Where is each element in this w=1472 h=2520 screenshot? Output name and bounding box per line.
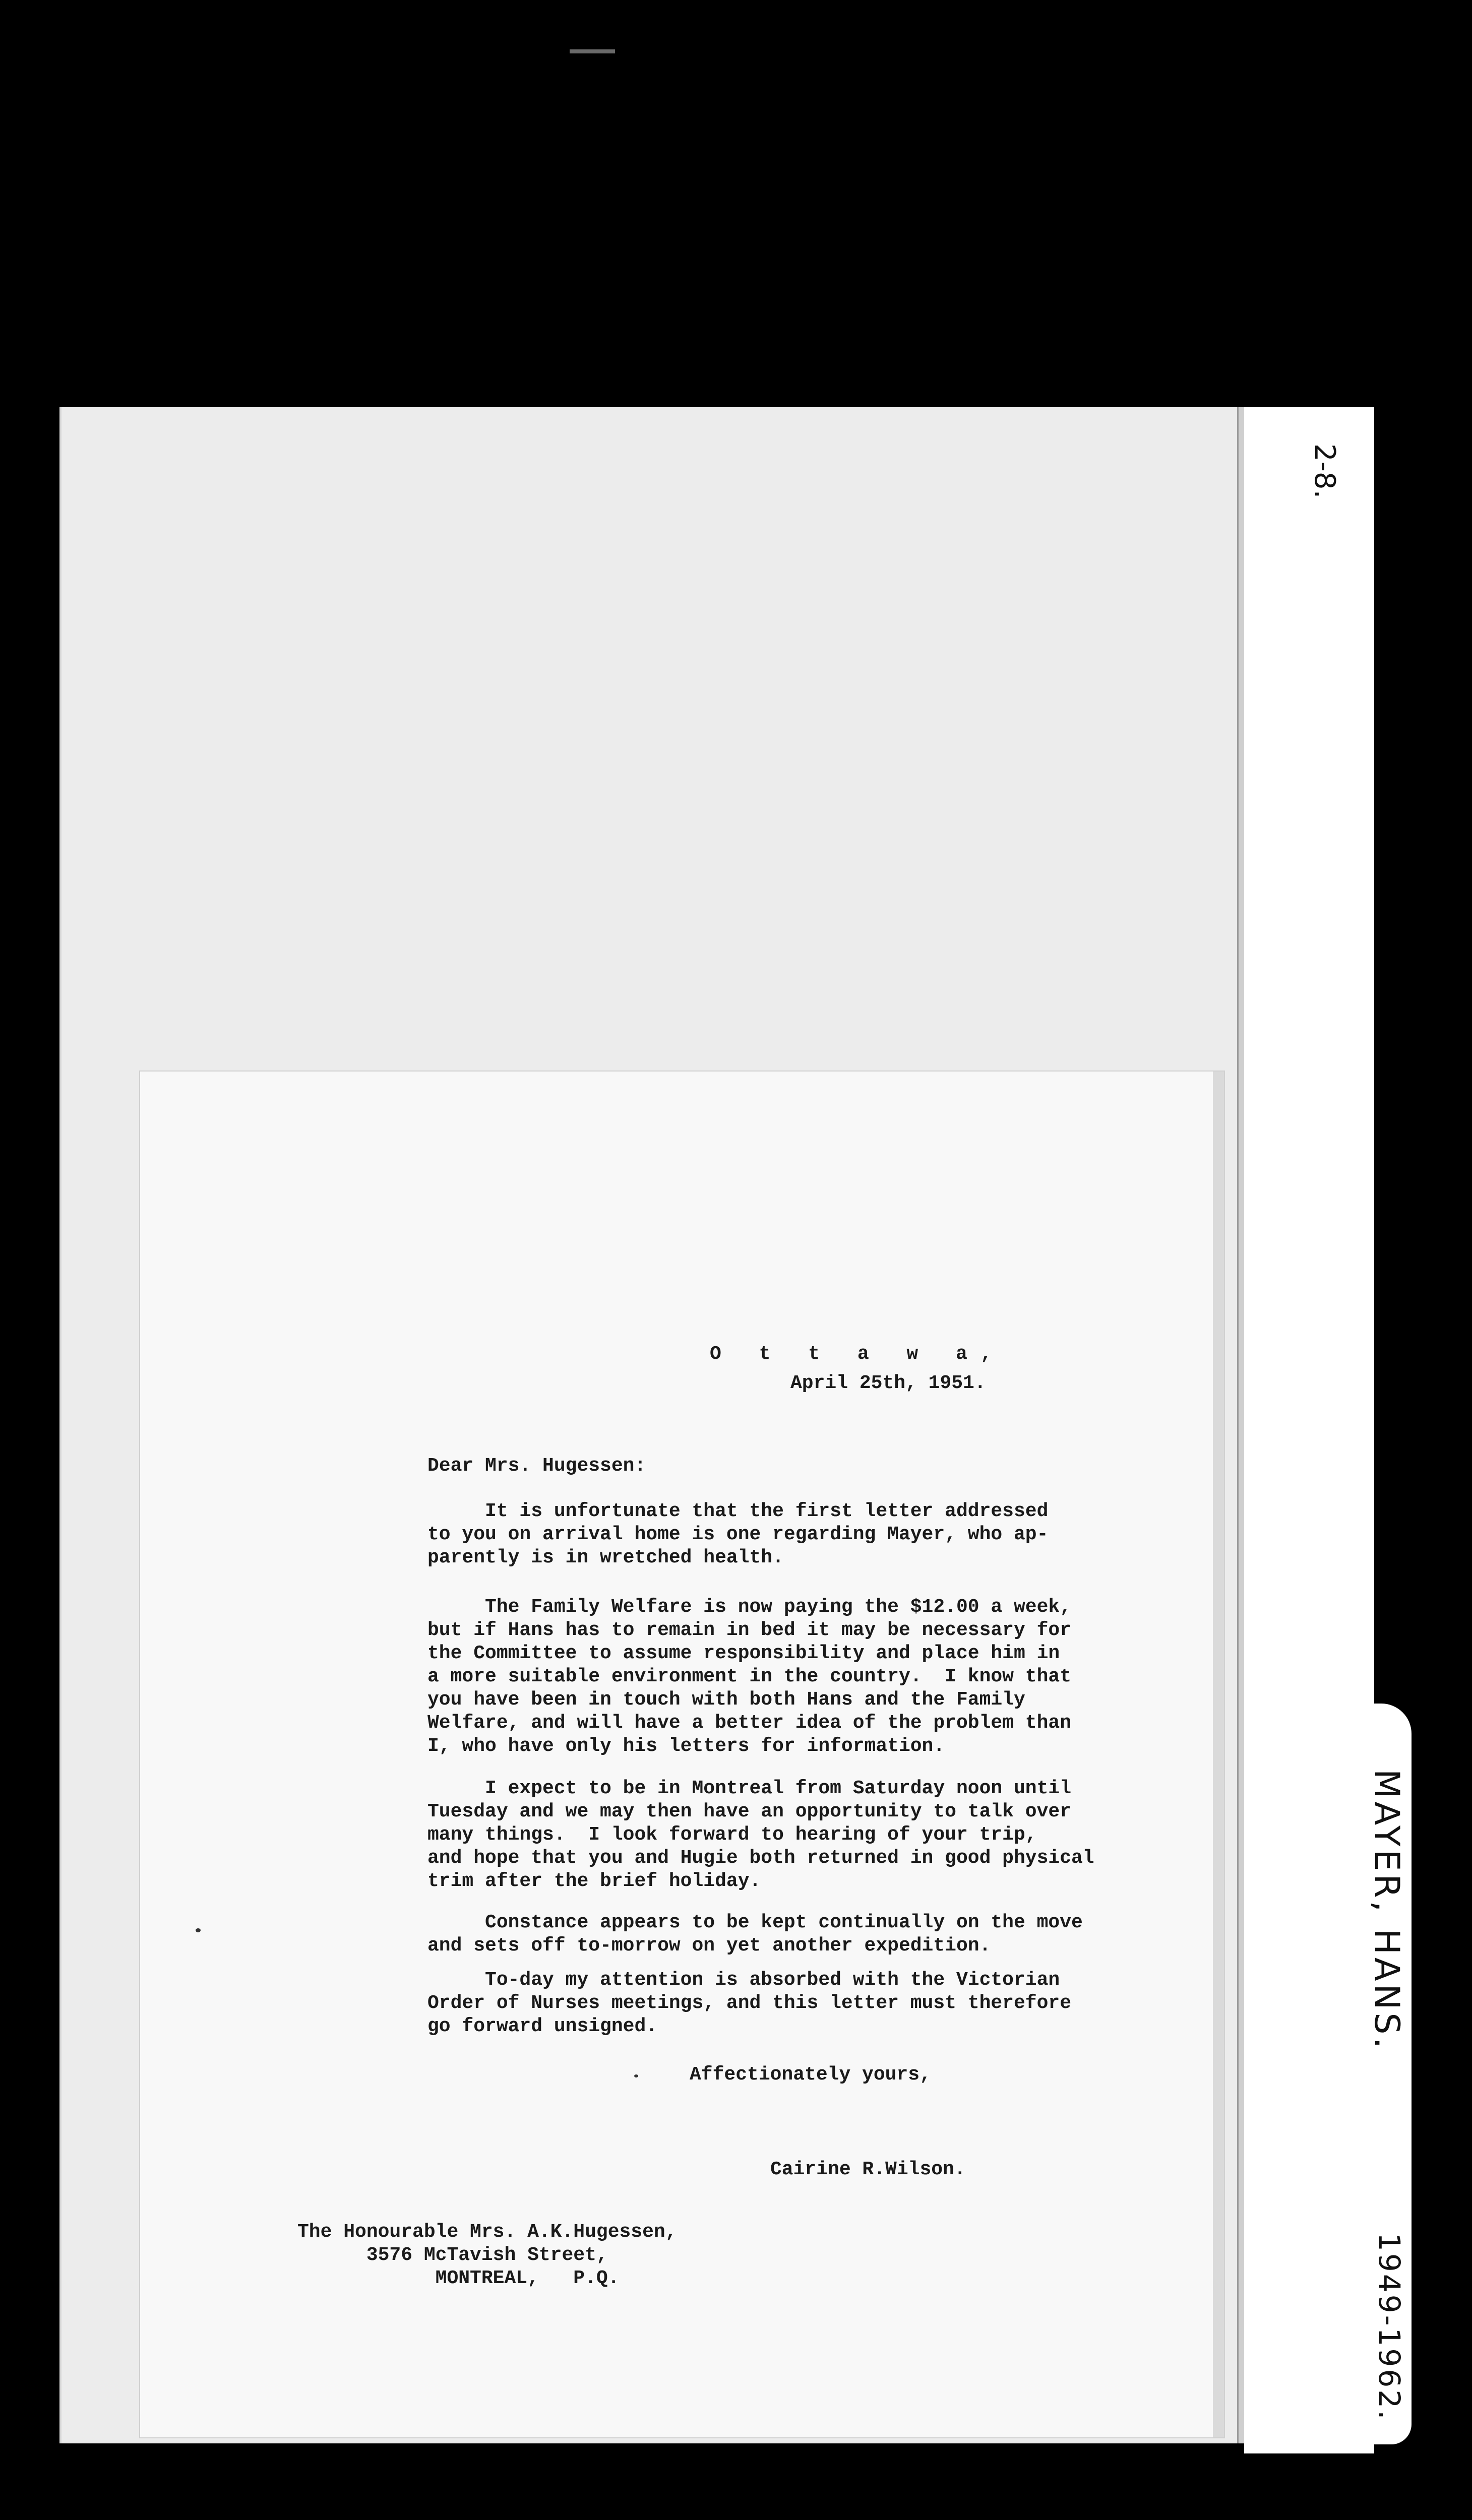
letter-closing: Affectionately yours, — [690, 2064, 931, 2086]
letter-paragraph: To-day my attention is absorbed with the Victorian Order of Nurses meetings, and this letter must therefore go forward unsigned. — [427, 1969, 1072, 2037]
ink-speck — [634, 2074, 638, 2077]
letter-paragraph: The Family Welfare is now paying the $12.00 a week, but if Hans has to remain in bed it may be necessary for the Committee to assume responsibility and place him in a more suitable environment in the country. I know that you have been in touch with both Hans and the Family Welfare, and will have a better idea of the problem than I, who have only his letters for information. — [427, 1596, 1072, 1757]
folder-years: 1949-1962. — [1372, 2233, 1406, 2422]
letter-paragraph: It is unfortunate that the first letter addressed to you on arrival home is one regarding Mayer, who ap- parently is in wretched health. — [427, 1500, 1049, 1568]
recipient-address: The Honourable Mrs. A.K.Hugessen, 3576 McTavish Street, MONTREAL, P.Q. — [297, 2221, 677, 2289]
letter-salutation: Dear Mrs. Hugessen: — [427, 1455, 646, 1477]
letter-signature: Cairine R.Wilson. — [770, 2159, 966, 2180]
letter-date: April 25th, 1951. — [790, 1372, 986, 1394]
scanner-mark — [570, 49, 615, 53]
typed-letter — [140, 1072, 1224, 2437]
letter-paragraph: Constance appears to be kept continually on the move and sets off to-morrow on yet another expedition. — [427, 1912, 1083, 1957]
letter-paragraph: I expect to be in Montreal from Saturday noon until Tuesday and we may then have an opportunity to talk over many things. I look forward to hearing of your trip, and hope that you and Hugie both returned in good physical trim after the brief holiday. — [427, 1778, 1094, 1892]
folder-name: MAYER, HANS. — [1367, 1769, 1406, 2052]
folder-code: 2-8. — [1308, 444, 1341, 499]
letter-place: O t t a w a, — [710, 1343, 1005, 1365]
ink-speck — [196, 1928, 201, 1932]
